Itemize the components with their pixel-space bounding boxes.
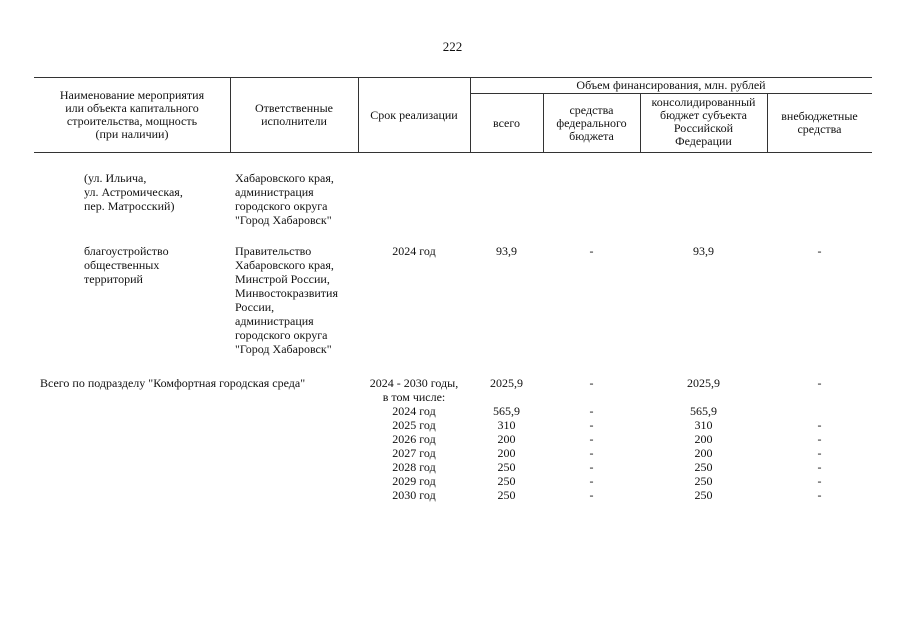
header-total: всего xyxy=(492,116,521,130)
row1-responsible-line: Хабаровского края, xyxy=(235,171,334,185)
summary-consolidated: 200 xyxy=(694,446,713,460)
summary-term: 2028 год xyxy=(392,460,436,474)
summary-term: 2030 год xyxy=(392,488,436,502)
row2-responsible-line: России, xyxy=(235,300,275,314)
summary-federal: - xyxy=(589,460,594,474)
row2-responsible-line: "Город Хабаровск" xyxy=(235,342,332,356)
summary-federal: - xyxy=(589,404,594,418)
summary-extrabudget xyxy=(767,390,872,404)
row2-total: 93,9 xyxy=(496,244,517,258)
summary-total: 310 xyxy=(497,418,516,432)
summary-extrabudget: - xyxy=(817,446,822,460)
row2-responsible-line: Правительство xyxy=(235,244,312,258)
summary-federal: - xyxy=(589,418,594,432)
summary-consolidated: 310 xyxy=(694,418,713,432)
summary-consolidated: 250 xyxy=(694,488,713,502)
summary-federal: - xyxy=(589,488,594,502)
header-responsible-line: Ответственные xyxy=(255,101,333,115)
header-federal-line: бюджета xyxy=(569,129,614,143)
summary-term: 2024 год xyxy=(392,404,436,418)
financing-subheader-border xyxy=(470,93,872,94)
row2-consolidated: 93,9 xyxy=(693,244,714,258)
row2-responsible-line: городского округа xyxy=(235,328,328,342)
row2-responsible-line: администрация xyxy=(235,314,314,328)
header-extrabudget-line: внебюджетные xyxy=(781,109,858,123)
header-name-line: или объекта капитального xyxy=(65,101,199,115)
summary-consolidated: 200 xyxy=(694,432,713,446)
row2-name-line: общественных xyxy=(84,258,160,272)
row1-name-line: пер. Матросский) xyxy=(84,199,175,213)
summary-extrabudget-column xyxy=(767,376,872,502)
summary-federal xyxy=(543,390,640,404)
row2-name-line: территорий xyxy=(84,272,143,286)
row2-name xyxy=(84,244,169,286)
summary-extrabudget: - xyxy=(817,432,822,446)
row2-responsible-line: Минвостокразвития xyxy=(235,286,338,300)
summary-term: 2026 год xyxy=(392,432,436,446)
header-financing: Объем финансирования, млн. рублей xyxy=(576,78,766,92)
summary-extrabudget: - xyxy=(817,460,822,474)
summary-consolidated-column xyxy=(640,376,767,502)
header-federal xyxy=(543,104,640,143)
summary-extrabudget: - xyxy=(817,376,822,390)
header-federal-line: средства xyxy=(569,103,614,117)
header-consolidated-line: бюджет субъекта xyxy=(659,108,747,122)
summary-total: 200 xyxy=(497,446,516,460)
page-number: 222 xyxy=(442,39,463,54)
row2-responsible-line: Минстрой России, xyxy=(235,272,330,286)
row2-responsible-line: Хабаровского края, xyxy=(235,258,334,272)
summary-consolidated: 565,9 xyxy=(690,404,717,418)
header-consolidated-line: Российской xyxy=(673,121,734,135)
header-federal-line: федерального xyxy=(556,116,627,130)
header-name-line: строительства, мощность xyxy=(66,114,198,128)
row1-responsible-line: городского округа xyxy=(235,199,328,213)
summary-total: 250 xyxy=(497,474,516,488)
summary-total: 250 xyxy=(497,488,516,502)
summary-federal: - xyxy=(589,376,594,390)
summary-extrabudget: - xyxy=(817,474,822,488)
summary-total: 2025,9 xyxy=(490,376,523,390)
table-header-bottom-border xyxy=(34,152,872,153)
row1-name-line: ул. Астромическая, xyxy=(84,185,183,199)
row1-name xyxy=(84,171,183,213)
row2-federal: - xyxy=(589,244,594,258)
summary-total xyxy=(470,390,543,404)
summary-consolidated xyxy=(640,390,767,404)
summary-extrabudget: - xyxy=(817,488,822,502)
header-consolidated-line: Федерации xyxy=(675,134,732,148)
row2-extrabudget: - xyxy=(817,244,822,258)
summary-total-column xyxy=(470,376,543,502)
summary-term: 2025 год xyxy=(392,418,436,432)
header-term: Срок реализации xyxy=(370,108,458,122)
row1-responsible-line: "Город Хабаровск" xyxy=(235,213,332,227)
summary-federal: - xyxy=(589,432,594,446)
row1-responsible xyxy=(235,171,334,227)
header-responsible xyxy=(230,102,358,128)
row1-name-line: (ул. Ильича, xyxy=(84,171,147,185)
summary-federal: - xyxy=(589,446,594,460)
header-responsible-line: исполнители xyxy=(261,114,327,128)
summary-consolidated: 250 xyxy=(694,474,713,488)
header-extrabudget xyxy=(767,110,872,136)
summary-extrabudget: - xyxy=(817,418,822,432)
row1-responsible-line: администрация xyxy=(235,185,314,199)
summary-total: 200 xyxy=(497,432,516,446)
summary-federal: - xyxy=(589,474,594,488)
header-consolidated-line: консолидированный xyxy=(651,95,756,109)
summary-term: 2027 год xyxy=(392,446,436,460)
header-name-line: (при наличии) xyxy=(95,127,169,141)
row2-responsible xyxy=(235,244,338,356)
header-extrabudget-line: средства xyxy=(797,122,842,136)
summary-extrabudget xyxy=(767,404,872,418)
row2-name-line: благоустройство xyxy=(84,244,169,258)
summary-term: в том числе: xyxy=(382,390,446,404)
summary-total: 565,9 xyxy=(493,404,520,418)
header-consolidated xyxy=(640,96,767,148)
row2-term: 2024 год xyxy=(392,244,436,258)
summary-term-column xyxy=(358,376,470,502)
header-name-line: Наименование мероприятия xyxy=(59,88,205,102)
summary-term: 2029 год xyxy=(392,474,436,488)
summary-federal-column xyxy=(543,376,640,502)
summary-consolidated: 2025,9 xyxy=(687,376,720,390)
summary-total: 250 xyxy=(497,460,516,474)
summary-label: Всего по подразделу "Комфортная городская среда" xyxy=(40,376,306,390)
summary-consolidated: 250 xyxy=(694,460,713,474)
summary-term: 2024 - 2030 годы, xyxy=(369,376,459,390)
header-name xyxy=(34,89,230,141)
